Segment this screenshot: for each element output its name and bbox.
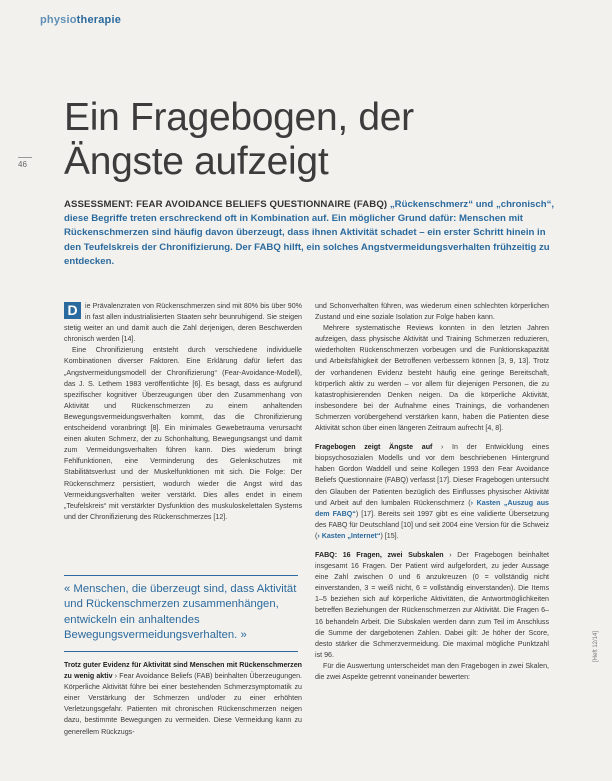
pull-quote: « Menschen, die überzeugt sind, dass Aktivität und Rückenschmerzen zusammenhängen, entwickeln ein anhaltendes Bewegungsvermeidungsverhalten. » (64, 575, 298, 652)
title-line-1: Ein Fragebogen, der (64, 96, 414, 139)
right-para-2: Mehrere systematische Reviews konnten in den letzten Jahren aufzeigen, dass physische Aktivität und Training Schmerzen reduzieren, wiederholten Rückenschmerzen vorbeugen und die Funktionskapazität und Arbeitsfähigkeit der Betroffenen verbessern können [3, 9, 13]. Trotz der vorhandenen Evidenz besteht häufig eine geringe Bereitschaft, körperlich aktiv zu werden – vor allem für diejenigen Personen, die zu katastrophisierenden Denken neigen. Da die körperliche Aktivität, insbesondere bei der Aufnahme eines Trainings, die vorhandenen Schmerzen vorübergehend verstärken kann, haben die Patienten diese Aktivität schon über einen längeren Zeitraum aufrecht [4, 8]. (315, 324, 549, 433)
side-code: [Heft 12/14] (593, 630, 599, 662)
lead-paragraph (64, 198, 564, 269)
right-para-4: › Der Fragebogen beinhaltet insgesamt 16 Fragen. Der Patient wird aufgefordert, zu jeder Aussage eine Zahl zwischen 0 und 6 anzukreuzen (0 = vollständig nicht einverstanden, 3 = weiß nicht, 6 = vollständig einverstanden). Die Items 1–5 beziehen sich auf körperliche Aktivitäten, die Antwortmöglichkeiten betreffen Beziehungen der Rückenschmerzen zur Aktivität. Die Fragen 6–16 behandeln Arbeit. Die Subskalen werden dann zum Teil im Anschluss die Summe der dargebotenen Zahlen. Dabei gilt: Je höher der Score, desto stärker die Schmerzvermeidung. Die maximal mögliche Punktzahl ist 96. (315, 550, 549, 659)
left-para-2: Eine Chronifizierung entsteht durch verschiedene individuelle Kombinationen diverser Faktoren. Eine Erklärung dafür liefert das „Angstvermeidungsmodell der Chronifizierung“ (Fear-Avoidance-Modell), das J. S. Lethem 1983 veröffentlichte [6]. Es besagt, dass es aufgrund spezifischer kognitiver Überzeugungen über den Zusammenhang von Aktivität und Rückenschmerzen zu einem anhaltenden Bewegungsvermeidungsverhalten kommt, das die Chronifizierung entscheidend voranbringt [8]. Ein minimales Gewebetrauma verursacht einen akuten Schmerz, der zu Schonhaltung, Bewegungsangst und damit zum Vermeidungsverhalten führen kann. Dies wiederum bringt Fehlfunktionen, eine Verminderung des Gelenkschutzes mit Stabilitätsverlust und der Muskelfunktionen mit sich. Die Folge: Der Rückenschmerz persistiert, wodurch wieder die Angst wird das Vermeidungsverhalten weiter verstärkt. Dies alles endet in einem „Teufelskreis“ mit verstärkter Dysfunktion des muskuloskelettalen Systems und der Chronifizierung des Rückenschmerzes [12]. (64, 346, 302, 521)
magazine-header (40, 14, 121, 26)
lead-text: „Rückenschmerz“ und „chronisch“, diese Begriffe treten erschreckend oft in Kombination auf. Ein möglicher Grund dafür: Menschen mit Rückenschmerzen sind häufig davon überzeugt, dass ihnen Aktivität schadet – ein erster Schritt hinein in den Teufelskreis der Chronifizierung. Der FABQ hilft, ein solches Angstvermeidungsverhalten frühzeitig zu entdecken. (64, 199, 555, 267)
left-subheading: Trotz guter Evidenz für Aktivität sind Menschen mit Rückenschmerzen zu wenig aktiv (64, 661, 302, 681)
left-column (64, 301, 302, 523)
header-part2: therapie (76, 14, 122, 26)
right-para-3a: › In der Entwicklung eines biopsychosozialen Modells und vor dem beschriebenen Hintergrund haben Gordon Waddell und seine Kollegen 1993 den Fear Avoidance Beliefs Questionnaire (FABQ) verfasst [17]. Dieser Fragebogen untersucht den Glauben der Patienten bezüglich des Einflusses physischer Aktivität und Arbeit auf den lumbalen Rückenschmerz ( (315, 443, 549, 507)
right-subheading-1: Fragebogen zeigt Ängste auf (315, 443, 433, 452)
left-column-bottom (64, 660, 302, 738)
box-ref-fabq: › Kasten „Auszug aus dem FABQ“ (315, 498, 549, 518)
right-para-3b: ) [17]. Bereits seit 1997 gibt es eine validierte Übersetzung des FABQ für Deutschland [10] und seit 2004 eine Version für die Schweiz ( (315, 509, 549, 540)
lead-caps: ASSESSMENT: FEAR AVOIDANCE BELIEFS QUESTIONNAIRE (FABQ) (64, 199, 388, 210)
right-para-5: Für die Auswertung unterscheidet man den Fragebogen in zwei Skalen, die zwei Aspekte getrennt voneinander bewerten: (315, 661, 549, 681)
article-title (64, 96, 544, 184)
left-para-1: ie Prävalenzraten von Rückenschmerzen sind mit 80% bis über 90% in fast allen industrialisierten Staaten sehr beunruhigend. Sie steigen stetig weiter an und damit auch die Zahl derjenigen, deren Beschwerden chronisch werden [14]. (64, 302, 302, 344)
header-part1: physio (40, 14, 77, 26)
left-para-3: › Fear Avoidance Beliefs (FAB) beinhalten Überzeugungen. Körperliche Aktivität führe bei einer bestehenden Schmerzsymptomatik zu einer Verstärkung der Schmerzen und/oder zu einer erhöhten Verletzungsgefahr. Patienten mit chronischen Rückenschmerzen neigen dazu, bestimmte Bewegungen zu vermeiden. Diese Vermeidung kann zu generellem Rückzugs- (64, 672, 303, 736)
right-column (315, 301, 549, 683)
right-subheading-2: FABQ: 16 Fragen, zwei Subskalen (315, 550, 444, 559)
right-para-1: und Schonverhalten führen, was wiederum einen schlechten körperlichen Zustand und eine soziale Isolation zur Folge haben kann. (315, 302, 549, 322)
drop-cap: D (64, 302, 81, 319)
right-para-3c: ) [15]. (380, 531, 399, 540)
box-ref-internet: › Kasten „Internet“ (317, 531, 381, 540)
page-number: 46 (18, 157, 32, 169)
title-line-2: Ängste aufzeigt (64, 140, 329, 183)
